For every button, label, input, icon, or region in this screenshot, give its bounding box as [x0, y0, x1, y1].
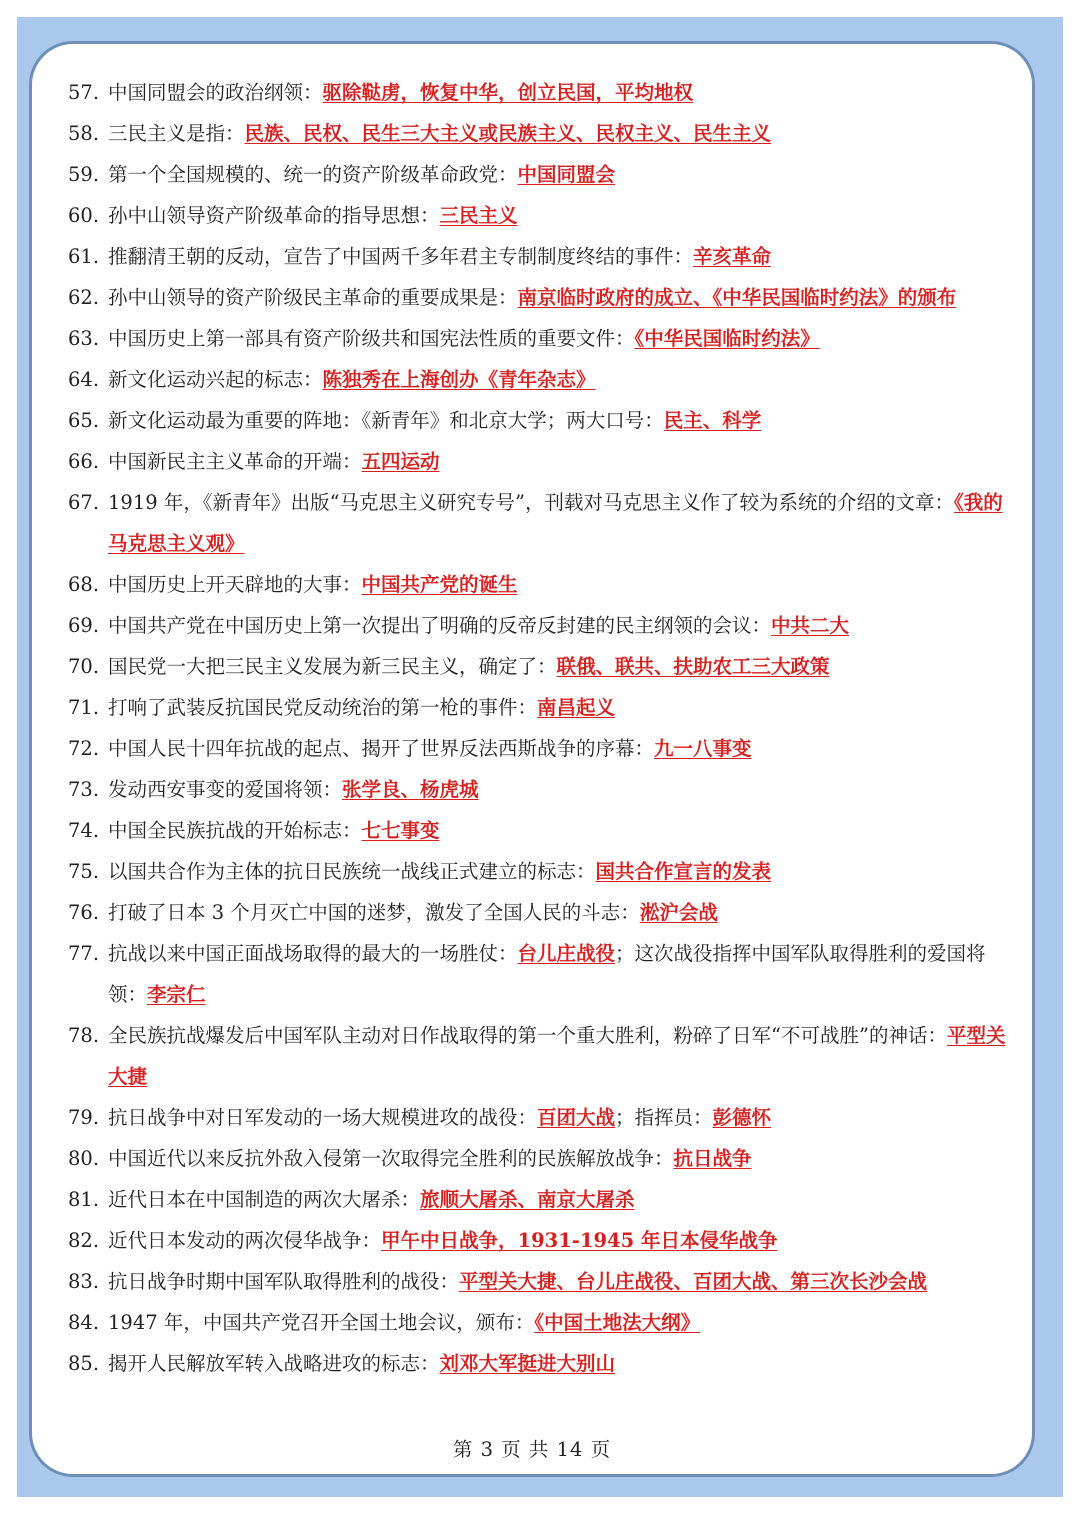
question-text: 中国全民族抗战的开始标志： [108, 819, 362, 842]
answer-text-secondary: 彭德怀 [712, 1106, 772, 1129]
document-page [29, 41, 1035, 1477]
answer-text: 《中国土地法大纲》 [534, 1311, 701, 1334]
list-item [68, 195, 1018, 236]
question-text: 中国新民主主义革命的开端： [108, 450, 362, 473]
answer-text: 中共二大 [771, 614, 850, 637]
answer-text: 刘邓大军挺进大别山 [439, 1352, 616, 1375]
answer-text: 中国共产党的诞生 [361, 573, 518, 596]
item-number: 65. [68, 409, 100, 432]
list-item [68, 728, 1018, 769]
item-number: 68. [68, 573, 100, 596]
list-item [68, 769, 1018, 810]
list-item [68, 810, 1018, 851]
question-text: 新文化运动最为重要的阵地：《新青年》和北京大学；两大口号： [108, 409, 664, 432]
answer-text: 民主、科学 [663, 409, 762, 432]
item-number: 85. [68, 1352, 100, 1375]
list-item [68, 1138, 1018, 1179]
answer-text: 五四运动 [361, 450, 440, 473]
answer-text: 百团大战 [537, 1106, 616, 1129]
item-number: 79. [68, 1106, 100, 1129]
question-text: 近代日本在中国制造的两次大屠杀： [108, 1188, 421, 1211]
list-item [68, 236, 1018, 277]
item-number: 72. [68, 737, 100, 760]
item-number: 77. [68, 942, 100, 965]
list-item [68, 72, 1018, 113]
list-item [68, 605, 1018, 646]
question-text: 抗日战争时期中国军队取得胜利的战役： [108, 1270, 460, 1293]
answer-text: 中国同盟会 [517, 163, 616, 186]
question-text: 孙中山领导资产阶级革命的指导思想： [108, 204, 440, 227]
answer-text: 平型关大捷 [108, 1024, 1006, 1088]
list-item [68, 482, 1018, 564]
item-number: 70. [68, 655, 100, 678]
question-text: 中国近代以来反抗外敌入侵第一次取得完全胜利的民族解放战争： [108, 1147, 674, 1170]
item-number: 76. [68, 901, 100, 924]
answer-text: 七七事变 [361, 819, 440, 842]
item-number: 69. [68, 614, 100, 637]
list-item [68, 400, 1018, 441]
answer-text: 三民主义 [439, 204, 518, 227]
question-text: 新文化运动兴起的标志： [108, 368, 323, 391]
item-number: 66. [68, 450, 100, 473]
answer-text: 国共合作宣言的发表 [595, 860, 772, 883]
answer-text: 平型关大捷、台儿庄战役、百团大战、第三次长沙会战 [459, 1270, 928, 1293]
item-number: 83. [68, 1270, 100, 1293]
answer-text: 淞沪会战 [639, 901, 718, 924]
list-item [68, 564, 1018, 605]
question-text: 推翻清王朝的反动，宣告了中国两千多年君主专制制度终结的事件： [108, 245, 694, 268]
answer-text-secondary: 李宗仁 [147, 983, 206, 1006]
answer-text: 辛亥革命 [693, 245, 772, 268]
question-text-continued: ；这次战役指挥中国军队取得胜利的爱国将领： [108, 942, 986, 1006]
answer-text: 抗日战争 [673, 1147, 752, 1170]
answer-text: 台儿庄战役 [517, 942, 616, 965]
question-text: 1919 年，《新青年》出版“马克思主义研究专号”，刊载对马克思主义作了较为系统的介绍的文章： [108, 491, 955, 514]
item-number: 73. [68, 778, 100, 801]
item-number: 58. [68, 122, 100, 145]
answer-text: 张学良、杨虎城 [342, 778, 479, 801]
list-item [68, 1015, 1018, 1097]
answer-text: 驱除鞑虏，恢复中华，创立民国，平均地权 [322, 81, 694, 104]
question-text: 中国历史上第一部具有资产阶级共和国宪法性质的重要文件： [108, 327, 635, 350]
question-text-continued: ；指挥员： [615, 1106, 713, 1129]
question-text: 中国同盟会的政治纲领： [108, 81, 323, 104]
question-text: 孙中山领导的资产阶级民主革命的重要成果是： [108, 286, 518, 309]
list-item [68, 1302, 1018, 1343]
list-item [68, 933, 1018, 1015]
question-text: 1947 年，中国共产党召开全国土地会议，颁布： [108, 1311, 535, 1334]
question-text: 打破了日本 3 个月灭亡中国的迷梦，激发了全国人民的斗志： [108, 901, 640, 924]
item-number: 60. [68, 204, 100, 227]
answer-text: 《中华民国临时约法》 [634, 327, 820, 350]
question-text: 揭开人民解放军转入战略进攻的标志： [108, 1352, 440, 1375]
question-text: 抗日战争中对日军发动的一场大规模进攻的战役： [108, 1106, 538, 1129]
list-item [68, 277, 1018, 318]
item-number: 75. [68, 860, 100, 883]
list-item [68, 851, 1018, 892]
item-number: 59. [68, 163, 100, 186]
question-text: 以国共合作为主体的抗日民族统一战线正式建立的标志： [108, 860, 596, 883]
item-number: 67. [68, 491, 100, 514]
list-item [68, 318, 1018, 359]
answer-text: 联俄、联共、扶助农工三大政策 [556, 655, 830, 678]
answer-text: 陈独秀在上海创办《青年杂志》 [322, 368, 596, 391]
answer-text: 南京临时政府的成立、《中华民国临时约法》的颁布 [517, 286, 957, 309]
item-number: 82. [68, 1229, 100, 1252]
list-item [68, 113, 1018, 154]
answer-text: 甲午中日战争，1931-1945 年日本侵华战争 [381, 1229, 778, 1252]
answer-text: 南昌起义 [537, 696, 616, 719]
list-item [68, 154, 1018, 195]
question-text: 第一个全国规模的、统一的资产阶级革命政党： [108, 163, 518, 186]
page-footer: 第 3 页 共 14 页 [452, 1438, 612, 1461]
item-number: 63. [68, 327, 100, 350]
item-number: 84. [68, 1311, 100, 1334]
item-number: 71. [68, 696, 100, 719]
answer-text: 旅顺大屠杀、南京大屠杀 [420, 1188, 635, 1211]
list-item [68, 441, 1018, 482]
list-item [68, 687, 1018, 728]
list-item [68, 1179, 1018, 1220]
item-number: 61. [68, 245, 100, 268]
question-text: 中国人民十四年抗战的起点、揭开了世界反法西斯战争的序幕： [108, 737, 655, 760]
question-text: 抗战以来中国正面战场取得的最大的一场胜仗： [108, 942, 518, 965]
list-item [68, 1220, 1018, 1261]
answer-text: 《我的马克思主义观》 [108, 491, 1003, 555]
question-text: 三民主义是指： [108, 122, 245, 145]
item-number: 74. [68, 819, 100, 842]
question-text: 全民族抗战爆发后中国军队主动对日作战取得的第一个重大胜利，粉碎了日军“不可战胜”的神话： [108, 1024, 947, 1047]
question-list [68, 72, 1018, 1384]
item-number: 62. [68, 286, 100, 309]
question-text: 近代日本发动的两次侵华战争： [108, 1229, 382, 1252]
item-number: 81. [68, 1188, 100, 1211]
answer-text: 民族、民权、民生三大主义或民族主义、民权主义、民生主义 [244, 122, 772, 145]
item-number: 57. [68, 81, 100, 104]
question-text: 打响了武装反抗国民党反动统治的第一枪的事件： [108, 696, 538, 719]
question-text: 国民党一大把三民主义发展为新三民主义，确定了： [108, 655, 557, 678]
item-number: 64. [68, 368, 100, 391]
list-item [68, 1343, 1018, 1384]
question-text: 发动西安事变的爱国将领： [108, 778, 343, 801]
list-item [68, 646, 1018, 687]
list-item [68, 892, 1018, 933]
question-text: 中国共产党在中国历史上第一次提出了明确的反帝反封建的民主纲领的会议： [108, 614, 772, 637]
question-text: 中国历史上开天辟地的大事： [108, 573, 362, 596]
item-number: 80. [68, 1147, 100, 1170]
item-number: 78. [68, 1024, 100, 1047]
answer-text: 九一八事变 [654, 737, 752, 760]
list-item [68, 1097, 1018, 1138]
list-item [68, 359, 1018, 400]
list-item [68, 1261, 1018, 1302]
